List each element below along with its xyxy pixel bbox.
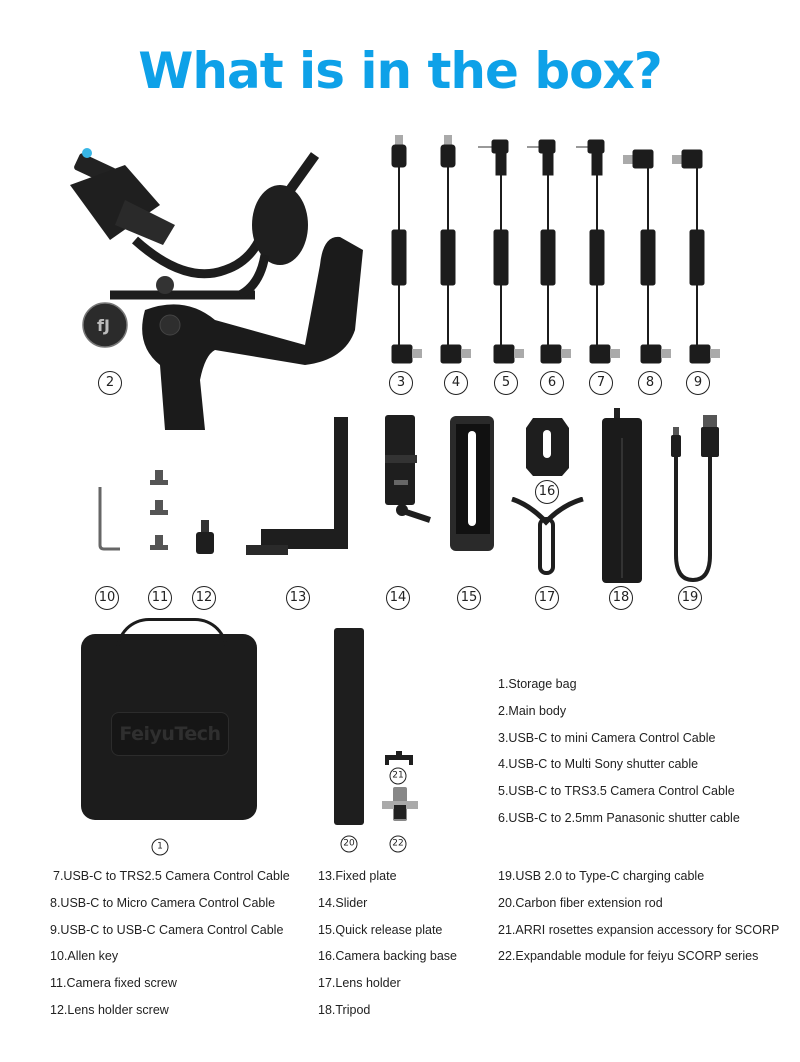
brand-badge — [111, 712, 229, 756]
legend-item-8: 8.USB-C to Micro Camera Control Cable — [50, 895, 276, 910]
svg-text:fJ: fJ — [97, 316, 110, 335]
legend-col-1 — [50, 863, 290, 1024]
callout-9: 9 — [686, 371, 710, 395]
callout-5: 5 — [494, 371, 518, 395]
quick-release-plate-icon — [450, 416, 500, 556]
bag-handle — [116, 618, 228, 651]
legend-item-6: 6.USB-C to 2.5mm Panasonic shutter cable — [498, 810, 740, 825]
callout-2: 2 — [98, 371, 122, 395]
callout-8: 8 — [638, 371, 662, 395]
arri-icon — [383, 751, 415, 769]
legend-item-2: 2.Main body — [498, 703, 567, 718]
brand-text: FeiyuTech — [119, 723, 221, 745]
legend-col-3 — [498, 863, 779, 970]
usb-cable-icon — [668, 415, 728, 585]
legend-item-16: 16.Camera backing base — [318, 949, 457, 964]
callout-21: 21 — [390, 768, 407, 785]
legend-item-4: 4.USB-C to Multi Sony shutter cable — [498, 757, 699, 772]
callout-1: 1 — [152, 839, 169, 856]
module-icon — [382, 787, 418, 823]
legend-item-20: 20.Carbon fiber extension rod — [498, 895, 663, 910]
legend-right-top — [498, 671, 740, 832]
cables-group — [380, 135, 720, 370]
callout-4: 4 — [444, 371, 468, 395]
legend-item-12: 12.Lens holder screw — [50, 1002, 169, 1017]
legend-item-17: 17.Lens holder — [318, 976, 401, 991]
callout-19: 19 — [678, 586, 702, 610]
rod-icon — [334, 628, 364, 825]
callout-20: 20 — [341, 836, 358, 853]
legend-item-22: 22.Expandable module for feiyu SCORP series — [498, 949, 759, 964]
legend-item-10: 10.Allen key — [50, 949, 119, 964]
l-plate-icon — [246, 417, 356, 562]
tripod-icon — [600, 408, 645, 586]
page-title: What is in the box? — [138, 42, 662, 100]
screw-icon — [148, 470, 170, 555]
callout-16: 16 — [535, 480, 559, 504]
callout-15: 15 — [457, 586, 481, 610]
legend-item-3: 3.USB-C to mini Camera Control Cable — [498, 730, 716, 745]
callout-6: 6 — [540, 371, 564, 395]
legend-col-2 — [318, 863, 457, 1024]
callout-13: 13 — [286, 586, 310, 610]
slider-icon — [380, 415, 435, 530]
lens-holder-icon — [510, 497, 585, 579]
lens-holder-screw-icon — [194, 520, 216, 560]
legend-item-18: 18.Tripod — [318, 1002, 371, 1017]
legend-item-21: 21.ARRI rosettes expansion accessory for SCORP — [498, 922, 780, 937]
callout-18: 18 — [609, 586, 633, 610]
storage-bag-icon — [81, 634, 257, 820]
legend-item-13: 13.Fixed plate — [318, 869, 397, 883]
legend-item-15: 15.Quick release plate — [318, 922, 443, 937]
coiled-cable-icon — [392, 135, 422, 363]
legend-item-19: 19.USB 2.0 to Type-C charging cable — [498, 869, 705, 883]
legend-item-7: 7.USB-C to TRS2.5 Camera Control Cable — [53, 869, 290, 883]
legend-item-9: 9.USB-C to USB-C Camera Control Cable — [50, 922, 284, 937]
legend-item-5: 5.USB-C to TRS3.5 Camera Control Cable — [498, 784, 735, 799]
callout-10: 10 — [95, 586, 119, 610]
callout-12: 12 — [192, 586, 216, 610]
legend-item-1: 1.Storage bag — [498, 677, 577, 691]
camera-backing-base-icon — [525, 418, 570, 478]
callout-22: 22 — [390, 836, 407, 853]
callout-11: 11 — [148, 586, 172, 610]
callout-14: 14 — [386, 586, 410, 610]
legend-item-14: 14.Slider — [318, 895, 368, 910]
allen-key-icon — [95, 485, 125, 555]
callout-7: 7 — [589, 371, 613, 395]
legend-item-11: 11.Camera fixed screw — [50, 976, 177, 991]
callout-3: 3 — [389, 371, 413, 395]
callout-17: 17 — [535, 586, 559, 610]
